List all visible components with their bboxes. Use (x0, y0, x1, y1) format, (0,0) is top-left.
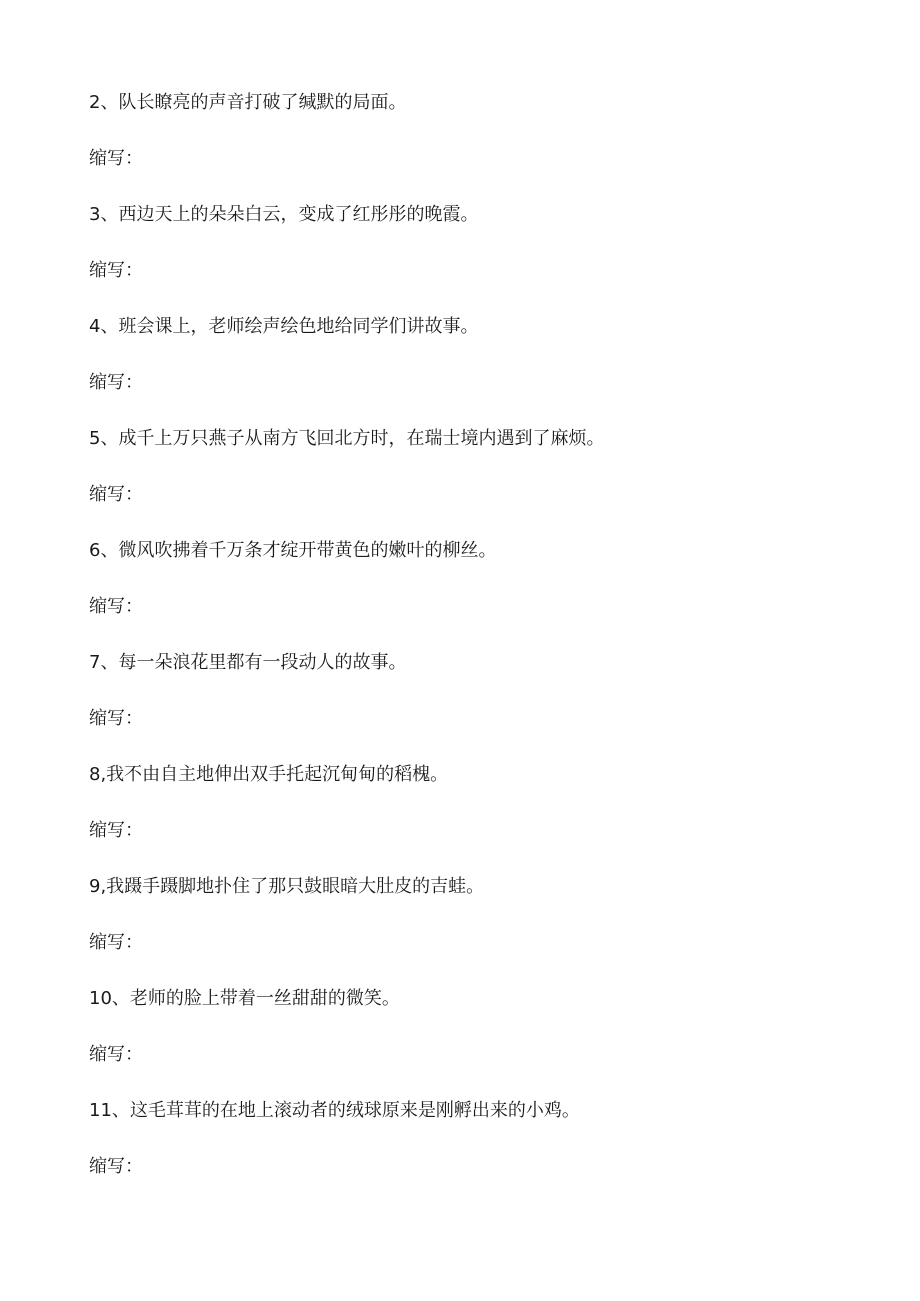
exercise-sentence: 8,我不由自主地伸出双手托起沉甸甸的稻槐。 (89, 764, 449, 785)
exercise-sentence: 7、每一朵浪花里都有一段动人的故事。 (89, 652, 407, 673)
answer-label: 缩写： (89, 1156, 143, 1177)
exercise-sentence: 6、微风吹拂着千万条才绽开带黄色的嫩叶的柳丝。 (89, 540, 497, 561)
exercise-item (89, 648, 869, 760)
exercise-item (89, 872, 869, 984)
exercise-sentence: 3、西边天上的朵朵白云，变成了红彤彤的晚霞。 (89, 204, 479, 225)
exercise-sentence: 11、这毛茸茸的在地上滚动者的绒球原来是刚孵出来的小鸡。 (89, 1100, 580, 1121)
exercise-item (89, 88, 869, 200)
answer-label: 缩写： (89, 596, 143, 617)
answer-label: 缩写： (89, 820, 143, 841)
answer-label: 缩写： (89, 932, 143, 953)
exercise-item (89, 760, 869, 872)
exercise-item (89, 1096, 869, 1208)
answer-label: 缩写： (89, 148, 143, 169)
exercise-sentence: 4、班会课上，老师绘声绘色地给同学们讲故事。 (89, 316, 479, 337)
exercise-sentence: 9,我蹑手蹑脚地扑住了那只鼓眼暗大肚皮的吉蛙。 (89, 876, 485, 897)
answer-label: 缩写： (89, 372, 143, 393)
exercise-item (89, 984, 869, 1096)
answer-label: 缩写： (89, 484, 143, 505)
answer-label: 缩写： (89, 708, 143, 729)
exercise-item (89, 312, 869, 424)
exercise-list (89, 88, 869, 1208)
answer-label: 缩写： (89, 1044, 143, 1065)
exercise-item (89, 200, 869, 312)
exercise-sentence: 2、队长瞭亮的声音打破了缄默的局面。 (89, 92, 407, 113)
answer-label: 缩写： (89, 260, 143, 281)
exercise-sentence: 5、成千上万只燕子从南方飞回北方时，在瑞士境内遇到了麻烦。 (89, 428, 605, 449)
exercise-item (89, 536, 869, 648)
exercise-sentence: 10、老师的脸上带着一丝甜甜的微笑。 (89, 988, 400, 1009)
exercise-item (89, 424, 869, 536)
